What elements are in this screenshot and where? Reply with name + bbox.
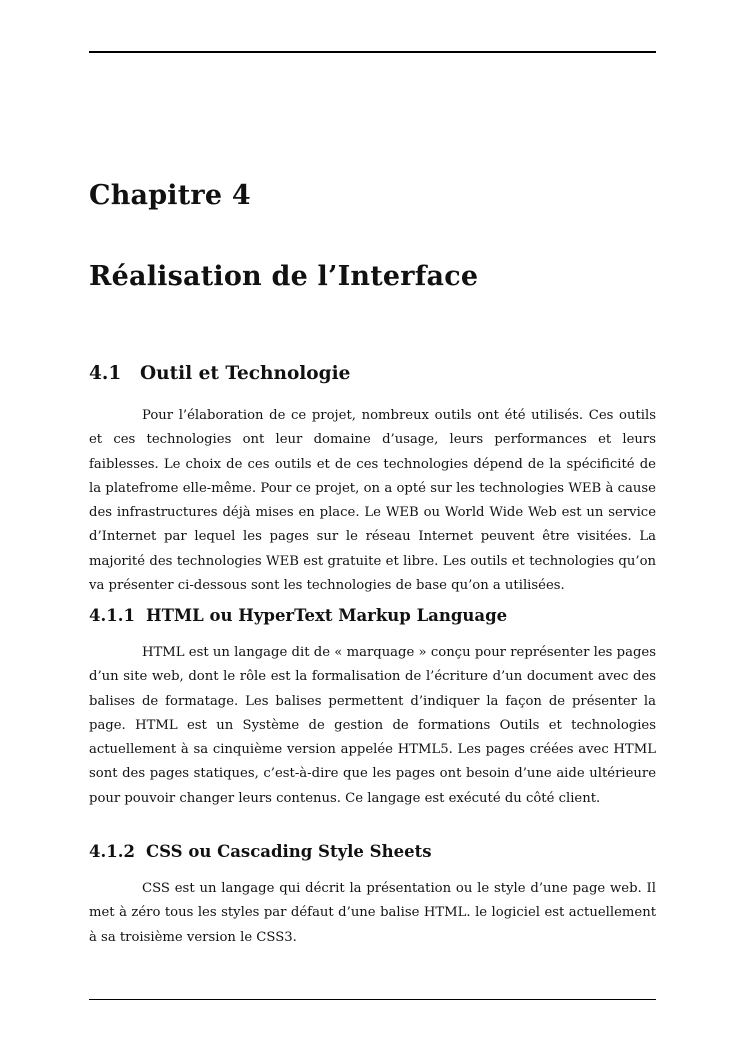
- section-number: 4.1: [89, 363, 122, 384]
- subsection-heading-html: [89, 606, 507, 625]
- subsection-number: 4.1.1: [89, 606, 135, 625]
- footer-rule: [89, 999, 656, 1000]
- section-title: Outil et Technologie: [140, 363, 351, 384]
- chapter-number: Chapitre 4: [89, 180, 251, 211]
- subsection-number: 4.1.2: [89, 842, 135, 861]
- subsection-paragraph-html: HTML est un langage dit de « marquage » conçu pour représenter les pages d’un site web, dont le rôle est la formalisation de l’écriture d’un document avec des balises de formatage. Les balises permettent d’indiquer la façon de présenter la page. HTML est un Système de gestion de formations Outils et technologies actuellement à sa cinquième version appelée HTML5. Les pages créées avec HTML sont des pages statiques, c’est-à-dire que les pages ont besoin d’une aide ultérieure pour pouvoir changer leurs contenus. Ce langage est exécuté du côté client.: [89, 645, 656, 806]
- subsection-title: CSS ou Cascading Style Sheets: [146, 842, 432, 861]
- section-heading: [89, 363, 350, 384]
- header-rule: [89, 51, 656, 53]
- subsection-paragraph-css: CSS est un langage qui décrit la présentation ou le style d’une page web. Il met à zéro tous les styles par défaut d’une balise HTML. le logiciel est actuellement à sa troisième version le CSS3.: [89, 881, 656, 945]
- section-paragraph: Pour l’élaboration de ce projet, nombreux outils ont été utilisés. Ces outils et ces technologies ont leur domaine d’usage, leurs performances et leurs faiblesses. Le choix de ces outils et de ces technologies dépend de la spécificité de la platefrome elle-même. Pour ce projet, on a opté sur les technologies WEB à cause des infrastructures déjà mises en place. Le WEB ou World Wide Web est un service d’Internet par lequel les pages sur le réseau Internet peuvent être visitées. La majorité des technologies WEB est gratuite et libre. Les outils et technologies qu’on va présenter ci-dessous sont les technologies de base qu’on a utilisées.: [89, 408, 656, 594]
- subsection-heading-css: [89, 842, 431, 861]
- subsection-title: HTML ou HyperText Markup Language: [146, 606, 508, 625]
- chapter-title: Réalisation de l’Interface: [89, 261, 479, 292]
